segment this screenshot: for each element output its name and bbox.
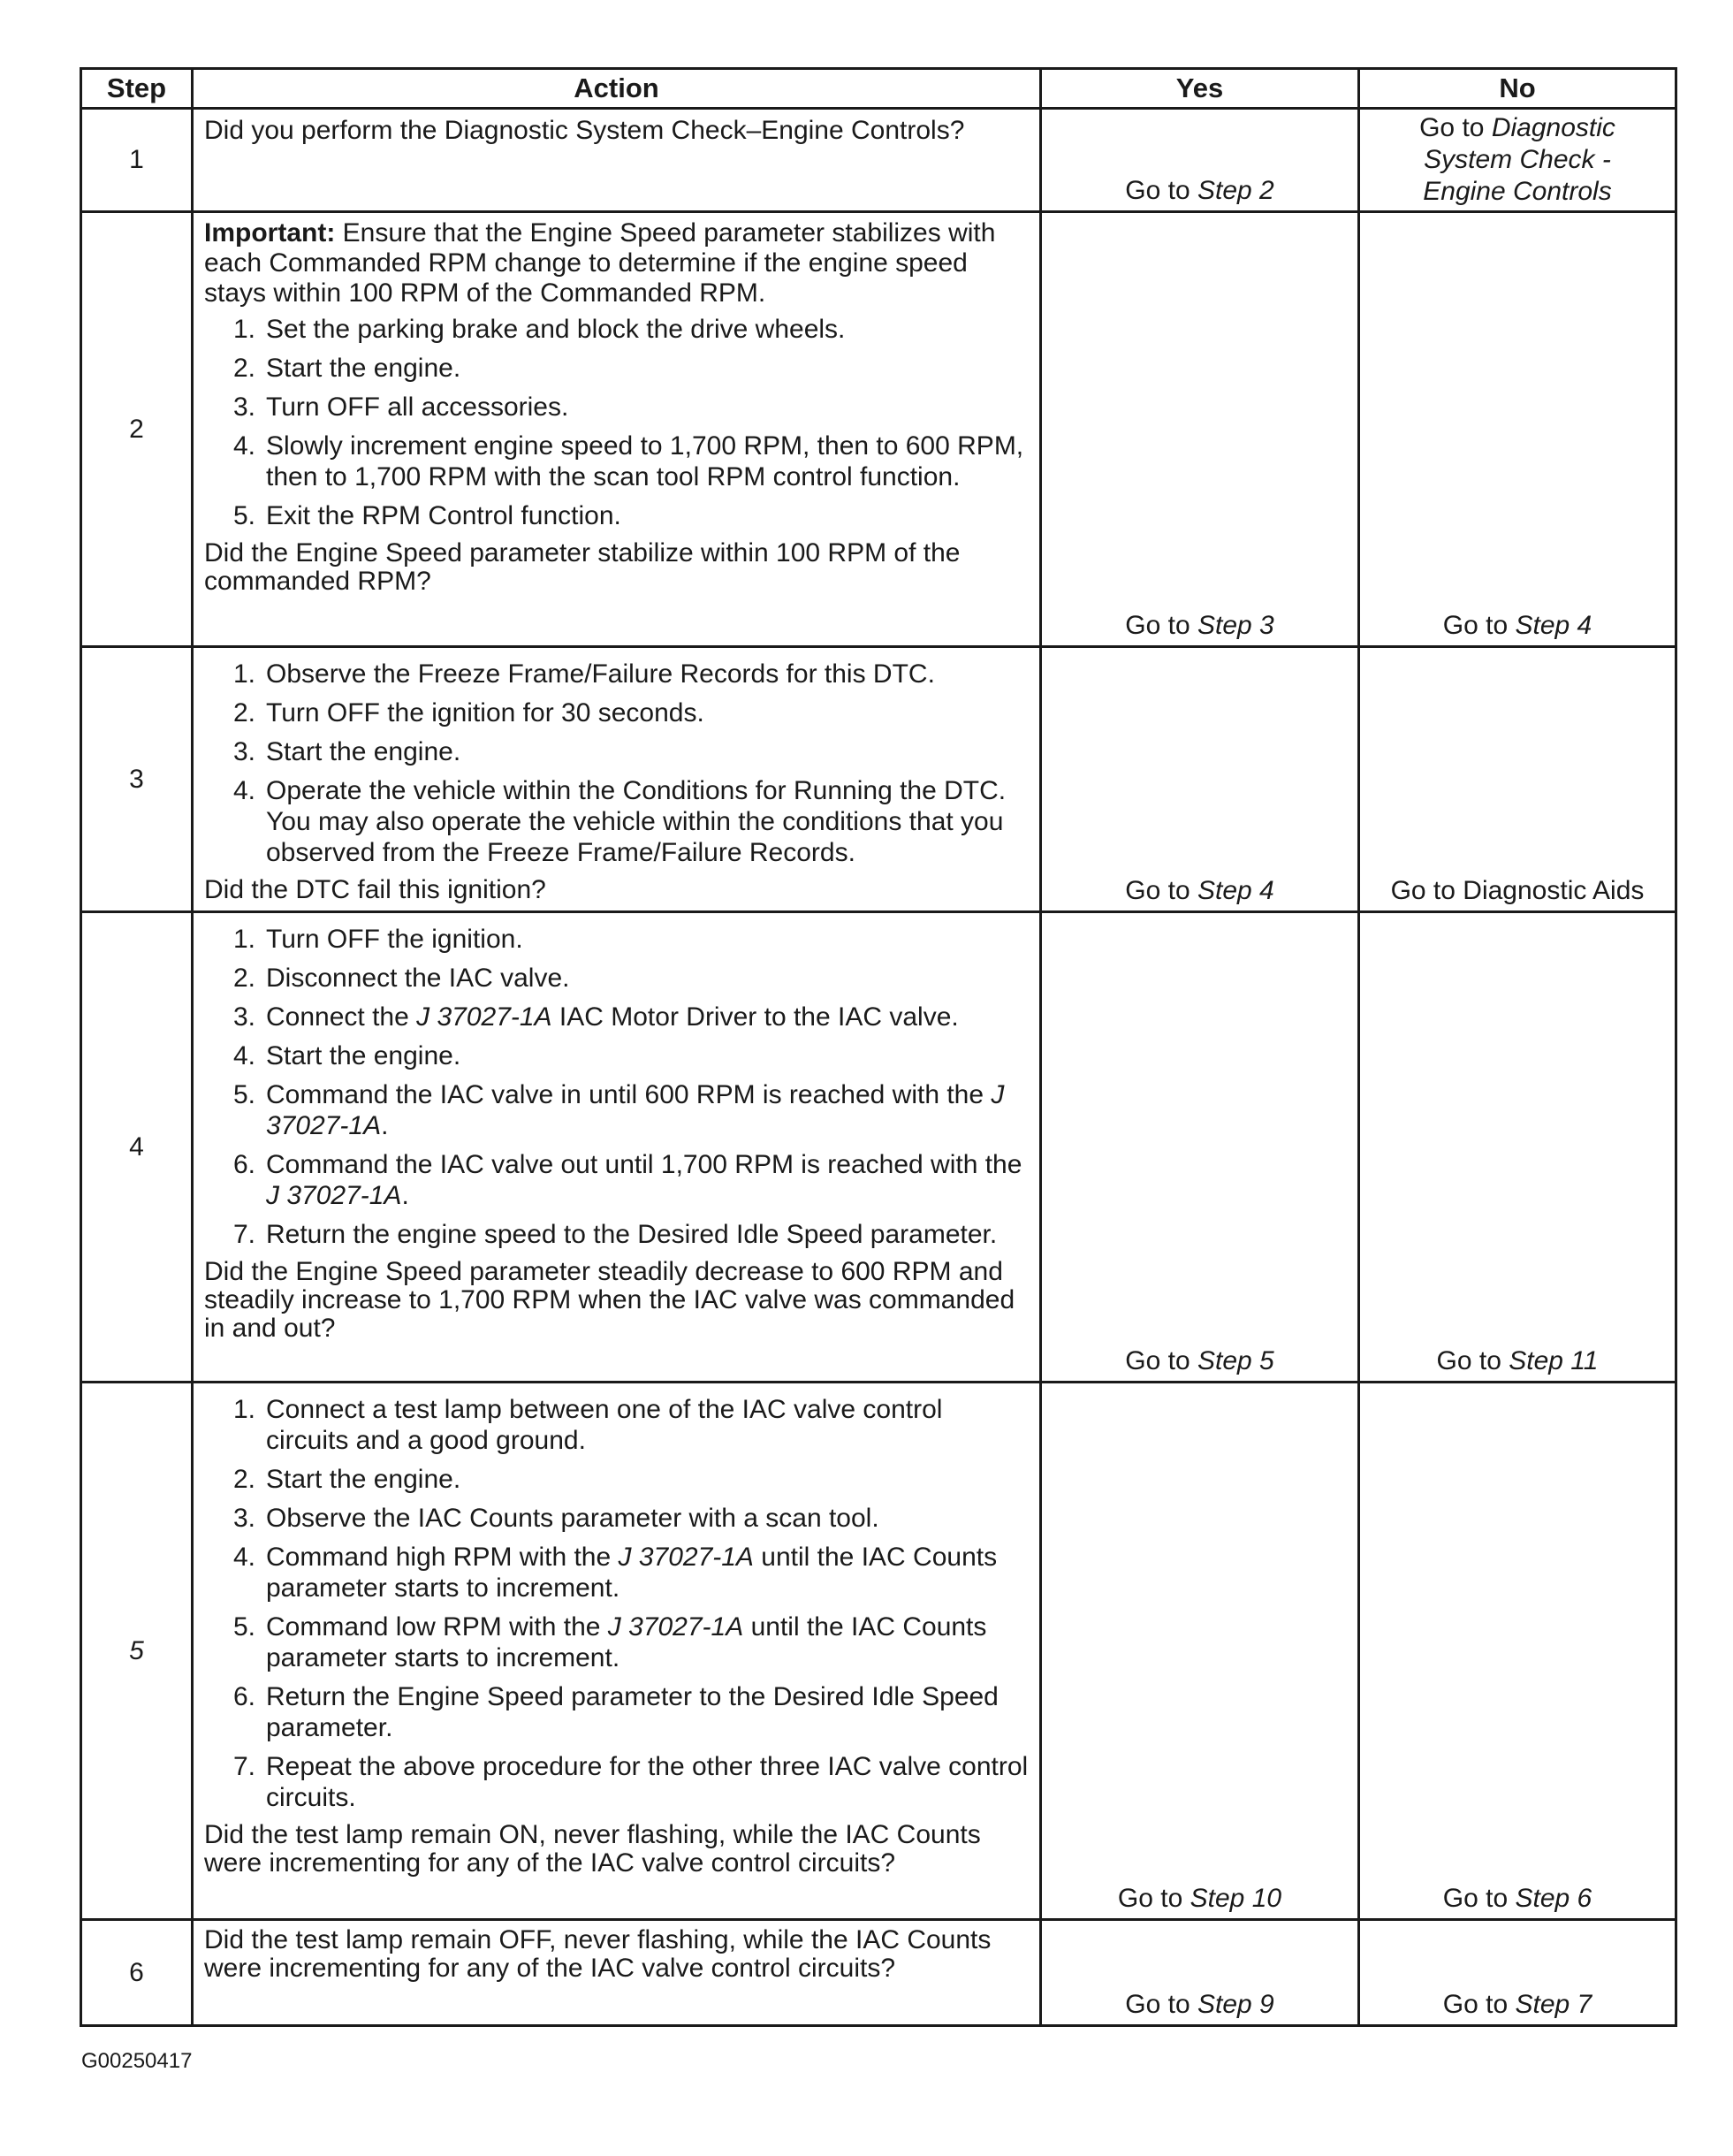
tool-name: J 37027-1A: [618, 1543, 754, 1572]
procedure-list: [204, 314, 1030, 531]
action-cell: [193, 109, 1041, 212]
figure-code: G00250417: [81, 2049, 193, 2073]
item-number: 7.: [232, 1752, 255, 1781]
item-text: .: [381, 1111, 389, 1140]
item-number: 5.: [232, 1612, 255, 1642]
item-text: Start the engine.: [266, 737, 461, 766]
important-note: [204, 218, 1030, 309]
action-cell: [193, 212, 1041, 647]
action-cell: [193, 1920, 1041, 2026]
item-text: Command low RPM with the: [266, 1612, 608, 1642]
item-number: 1.: [232, 315, 255, 344]
step-number: 4: [81, 912, 193, 1383]
item-text: Command the IAC valve out until 1,700 RPM is reached with the: [266, 1150, 1022, 1179]
list-item: [204, 353, 1030, 384]
no-step-link[interactable]: Step 11: [1509, 1346, 1599, 1375]
question-text: Did the test lamp remain ON, never flashing, while the IAC Counts were incrementing for any of the IAC valve control circuits?: [204, 1820, 981, 1878]
question-text: Did the test lamp remain OFF, never flashing, while the IAC Counts were incrementing for any of the IAC valve control circuits?: [204, 1925, 992, 1983]
question-text: Did you perform the Diagnostic System Check–Engine Controls?: [204, 116, 965, 145]
yes-step-link[interactable]: Step 9: [1197, 1990, 1274, 2019]
no-cell: [1359, 912, 1676, 1383]
item-text: Turn OFF the ignition.: [266, 925, 523, 954]
yes-cell: [1041, 1383, 1359, 1920]
item-number: 2.: [232, 698, 255, 728]
item-number: 6.: [232, 1150, 255, 1179]
no-cell: [1359, 1920, 1676, 2026]
item-text: IAC Motor Driver to the IAC valve.: [551, 1002, 959, 1032]
header-yes: Yes: [1041, 69, 1359, 109]
yes-cell: [1041, 912, 1359, 1383]
list-item: [204, 697, 1030, 728]
tool-name: J 37027-1A: [607, 1612, 744, 1642]
yes-step-link[interactable]: Step 4: [1197, 876, 1274, 905]
item-number: 5.: [232, 1080, 255, 1109]
tool-name: J 37027-1A: [266, 1080, 1005, 1140]
list-item: [204, 1219, 1030, 1250]
item-number: 6.: [232, 1682, 255, 1711]
item-text: until the IAC Counts parameter starts to increment.: [266, 1612, 987, 1672]
item-text: Repeat the above procedure for the other three IAC valve control circuits.: [266, 1752, 1029, 1812]
item-number: 5.: [232, 501, 255, 530]
yes-cell: [1041, 109, 1359, 212]
diagnostic-table: [80, 67, 1677, 2027]
item-number: 2.: [232, 354, 255, 383]
table-row: [81, 1920, 1676, 2026]
header-action: Action: [193, 69, 1041, 109]
yes-step-link[interactable]: Step 10: [1190, 1884, 1282, 1913]
procedure-list: [204, 1394, 1030, 1813]
table-row: [81, 212, 1676, 647]
item-number: 3.: [232, 392, 255, 422]
item-number: 2.: [232, 964, 255, 993]
yes-cell: [1041, 647, 1359, 912]
list-item: [204, 392, 1030, 423]
item-text: Exit the RPM Control function.: [266, 501, 621, 530]
item-text: Start the engine.: [266, 1465, 461, 1494]
action-cell: [193, 912, 1041, 1383]
list-item: [204, 1149, 1030, 1211]
no-prefix: Go to: [1442, 1990, 1516, 2019]
list-item: [204, 1464, 1030, 1495]
item-number: 4.: [232, 776, 255, 805]
list-item: [204, 775, 1030, 868]
no-cell: [1359, 212, 1676, 647]
list-item: [204, 1681, 1030, 1743]
table-row: [81, 647, 1676, 912]
item-number: 4.: [232, 1041, 255, 1070]
no-prefix: Go to: [1419, 113, 1492, 142]
yes-cell: [1041, 212, 1359, 647]
tool-name: J 37027-1A: [416, 1002, 552, 1032]
diagnostic-table-container: [80, 67, 1675, 2027]
list-item: [204, 924, 1030, 955]
table-row: [81, 912, 1676, 1383]
item-text: Observe the IAC Counts parameter with a scan tool.: [266, 1504, 879, 1533]
no-prefix: Go to: [1442, 1884, 1516, 1913]
no-diagnostic-aids-link[interactable]: Go to Diagnostic Aids: [1390, 876, 1645, 905]
item-text: Command the IAC valve in until 600 RPM is reached with the: [266, 1080, 992, 1109]
question-text: Did the DTC fail this ignition?: [204, 875, 546, 904]
no-prefix: Go to: [1442, 611, 1516, 640]
list-item: [204, 963, 1030, 994]
list-item: [204, 500, 1030, 531]
item-text: .: [401, 1181, 409, 1210]
list-item: [204, 659, 1030, 689]
item-text: Turn OFF the ignition for 30 seconds.: [266, 698, 704, 728]
action-cell: [193, 647, 1041, 912]
yes-step-link[interactable]: Step 2: [1197, 176, 1274, 205]
item-text: Turn OFF all accessories.: [266, 392, 569, 422]
list-item: [204, 1394, 1030, 1456]
item-number: 7.: [232, 1220, 255, 1249]
item-text: Operate the vehicle within the Conditions for Running the DTC. You may also operate the vehicle within the conditions that you observed from the Freeze Frame/Failure Records.: [266, 776, 1007, 867]
important-label: Important:: [204, 218, 336, 248]
action-cell: [193, 1383, 1041, 1920]
list-item: [204, 736, 1030, 767]
step-number: 6: [81, 1920, 193, 2026]
item-text: Observe the Freeze Frame/Failure Records for this DTC.: [266, 659, 935, 689]
header-no: No: [1359, 69, 1676, 109]
item-text: Disconnect the IAC valve.: [266, 964, 570, 993]
yes-prefix: Go to: [1125, 1346, 1197, 1375]
list-item: [204, 1751, 1030, 1813]
table-row: [81, 109, 1676, 212]
no-step-link[interactable]: Step 7: [1515, 1990, 1592, 2019]
step-number: 5: [81, 1383, 193, 1920]
list-item: [204, 1542, 1030, 1604]
procedure-list: [204, 659, 1030, 868]
item-text: Return the engine speed to the Desired Idle Speed parameter.: [266, 1220, 998, 1249]
yes-prefix: Go to: [1125, 1990, 1197, 2019]
no-step-link[interactable]: Step 4: [1515, 611, 1592, 640]
list-item: [204, 1079, 1030, 1141]
table-row: [81, 1383, 1676, 1920]
item-number: 1.: [232, 1395, 255, 1424]
yes-cell: [1041, 1920, 1359, 2026]
no-cell: [1359, 647, 1676, 912]
item-text: Slowly increment engine speed to 1,700 RPM, then to 600 RPM, then to 1,700 RPM with the scan tool RPM control function.: [266, 431, 1024, 491]
yes-prefix: Go to: [1125, 876, 1197, 905]
question-text: Did the Engine Speed parameter stabilize within 100 RPM of the commanded RPM?: [204, 538, 961, 596]
item-text: Start the engine.: [266, 354, 461, 383]
item-number: 3.: [232, 1504, 255, 1533]
step-number: 2: [81, 212, 193, 647]
no-step-link[interactable]: Step 6: [1515, 1884, 1592, 1913]
item-number: 4.: [232, 431, 255, 461]
item-text: Set the parking brake and block the drive wheels.: [266, 315, 846, 344]
list-item: [204, 1503, 1030, 1534]
item-number: 1.: [232, 659, 255, 689]
item-number: 3.: [232, 1002, 255, 1032]
item-number: 1.: [232, 925, 255, 954]
list-item: [204, 430, 1030, 492]
step-number: 3: [81, 647, 193, 912]
step-number: 1: [81, 109, 193, 212]
item-text: Command high RPM with the: [266, 1543, 619, 1572]
item-text: Connect the: [266, 1002, 417, 1032]
item-text: Start the engine.: [266, 1041, 461, 1070]
tool-name: J 37027-1A: [266, 1181, 402, 1210]
important-text: Ensure that the Engine Speed parameter stabilizes with each Commanded RPM change to determine if the engine speed stays within 100 RPM of the Commanded RPM.: [204, 218, 996, 308]
no-cell: [1359, 109, 1676, 212]
list-item: [204, 1040, 1030, 1071]
no-prefix: Go to: [1436, 1346, 1509, 1375]
item-text: Connect a test lamp between one of the IAC valve control circuits and a good ground.: [266, 1395, 943, 1455]
item-text: Return the Engine Speed parameter to the Desired Idle Speed parameter.: [266, 1682, 999, 1742]
item-number: 2.: [232, 1465, 255, 1494]
table-header-row: [81, 69, 1676, 109]
header-step: Step: [81, 69, 193, 109]
yes-prefix: Go to: [1125, 176, 1197, 205]
list-item: [204, 1002, 1030, 1032]
yes-step-link[interactable]: Step 3: [1197, 611, 1274, 640]
item-number: 4.: [232, 1543, 255, 1572]
item-text: until the IAC Counts parameter starts to increment.: [266, 1543, 998, 1603]
yes-prefix: Go to: [1125, 611, 1197, 640]
yes-prefix: Go to: [1117, 1884, 1190, 1913]
procedure-list: [204, 924, 1030, 1250]
yes-step-link[interactable]: Step 5: [1197, 1346, 1274, 1375]
no-cell: [1359, 1383, 1676, 1920]
question-text: Did the Engine Speed parameter steadily decrease to 600 RPM and steadily increase to 1,700 RPM when the IAC valve was commanded in and out?: [204, 1257, 1015, 1343]
item-number: 3.: [232, 737, 255, 766]
list-item: [204, 1611, 1030, 1673]
no-step-link[interactable]: Diagnostic System Check - Engine Controls: [1423, 113, 1615, 206]
list-item: [204, 314, 1030, 345]
